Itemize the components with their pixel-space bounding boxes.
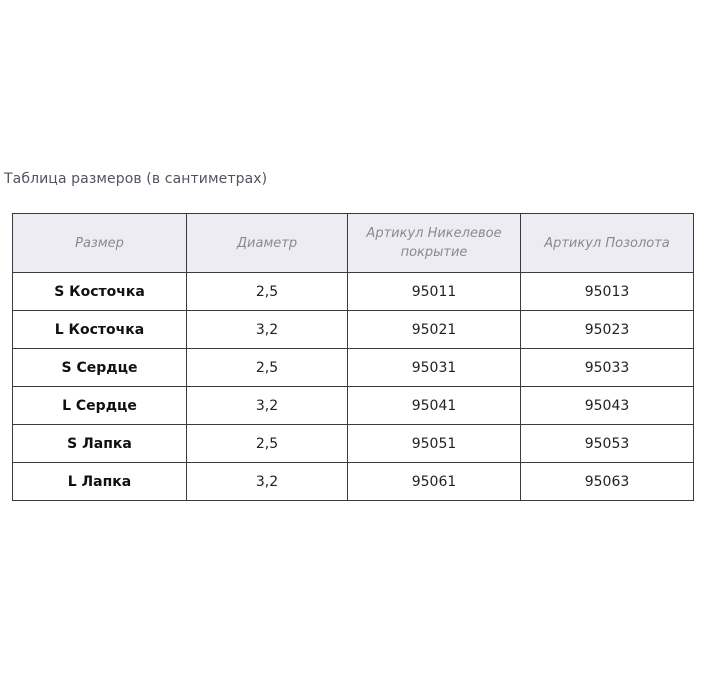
cell-size: S Косточка: [13, 273, 187, 311]
cell-diameter: 2,5: [187, 273, 348, 311]
cell-diameter: 3,2: [187, 387, 348, 425]
table-row: [13, 387, 694, 425]
cell-sku-gold: 95013: [521, 273, 694, 311]
table-caption: Таблица размеров (в сантиметрах): [4, 171, 268, 187]
cell-size: L Сердце: [13, 387, 187, 425]
cell-sku-nickel: 95011: [348, 273, 521, 311]
table-row: [13, 425, 694, 463]
cell-size: S Лапка: [13, 425, 187, 463]
cell-diameter: 3,2: [187, 463, 348, 501]
table-row: [13, 463, 694, 501]
cell-sku-gold: 95043: [521, 387, 694, 425]
cell-size: L Лапка: [13, 463, 187, 501]
column-header-diameter: Диаметр: [187, 214, 348, 273]
column-header-sku-gold: Артикул Позолота: [521, 214, 694, 273]
cell-size: S Сердце: [13, 349, 187, 387]
cell-sku-gold: 95023: [521, 311, 694, 349]
table-row: [13, 273, 694, 311]
table-row: [13, 311, 694, 349]
size-table: [12, 213, 694, 501]
cell-sku-gold: 95053: [521, 425, 694, 463]
table-row: [13, 349, 694, 387]
cell-diameter: 2,5: [187, 349, 348, 387]
cell-sku-nickel: 95051: [348, 425, 521, 463]
cell-diameter: 3,2: [187, 311, 348, 349]
cell-sku-nickel: 95031: [348, 349, 521, 387]
cell-sku-nickel: 95041: [348, 387, 521, 425]
cell-sku-nickel: 95021: [348, 311, 521, 349]
column-header-sku-nickel: Артикул Никелевое покрытие: [348, 214, 521, 273]
cell-size: L Косточка: [13, 311, 187, 349]
cell-sku-nickel: 95061: [348, 463, 521, 501]
cell-sku-gold: 95063: [521, 463, 694, 501]
table-header-row: [13, 214, 694, 273]
cell-sku-gold: 95033: [521, 349, 694, 387]
cell-diameter: 2,5: [187, 425, 348, 463]
column-header-size: Размер: [13, 214, 187, 273]
